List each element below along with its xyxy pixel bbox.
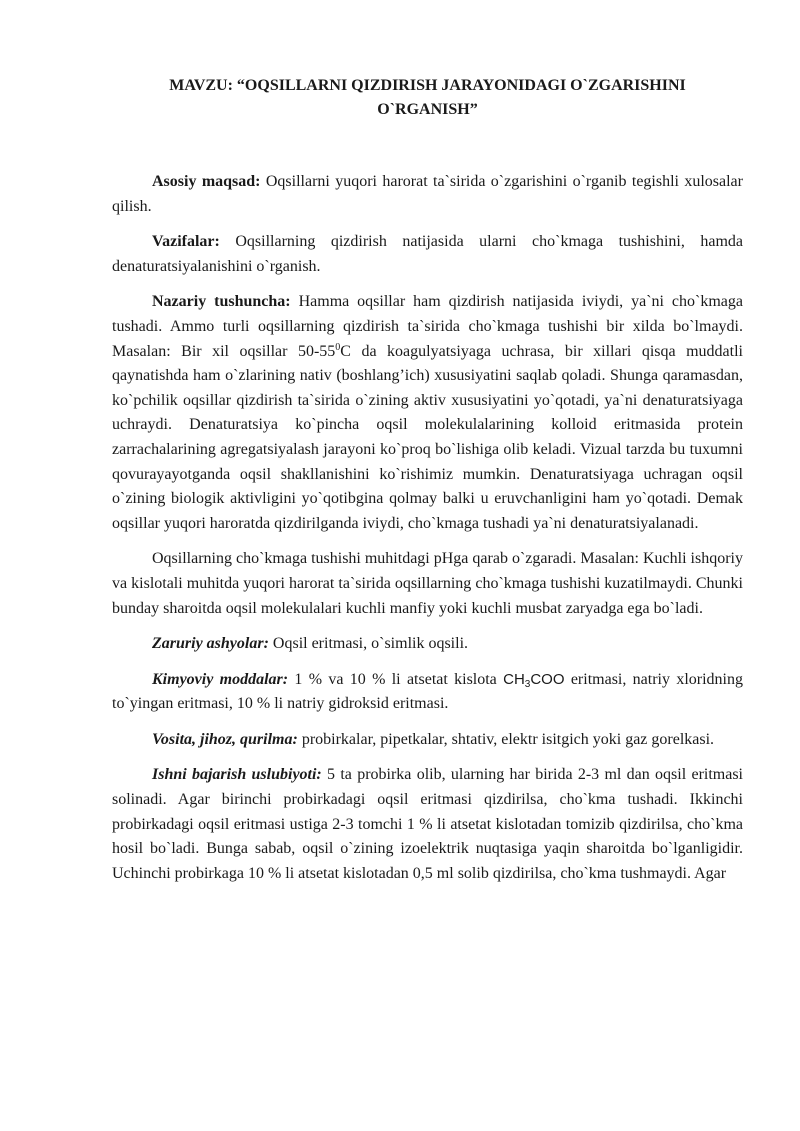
theory-label: Nazariy tushuncha: xyxy=(152,293,291,311)
main-goal-label: Asosiy maqsad: xyxy=(152,173,261,190)
tasks-text: Oqsillarning qizdirish natijasida ularni cho`kmaga tushishini, hamda denaturatsiyalanishini o`rganish. xyxy=(112,233,743,275)
chemicals-text-a: 1 % va 10 % li atsetat kislota xyxy=(288,670,504,688)
tasks-label: Vazifalar: xyxy=(152,233,220,251)
main-goal-text: Oqsillarni yuqori harorat ta`sirida o`zgarishini o`rganib tegishli xulosalar qilish. xyxy=(112,173,743,215)
ph-text: Oqsillarning cho`kmaga tushishi muhitdagi pHga qarab o`zgaradi. Masalan: Kuchli ishqoriy va kislotali muhitda yuqori harorat ta`sirida oqsillarning cho`kmaga tushishi kuzatilmaydi. Chunki bunday sharoitda oqsil molekulalari kuchli manfiy yoki kuchli musbat zaryadga ega bo`ladi. xyxy=(112,550,743,617)
formula-subscript: 3 xyxy=(524,678,531,690)
paragraph-tasks xyxy=(112,230,743,279)
paragraph-procedure xyxy=(112,763,743,886)
procedure-text: 5 ta probirka olib, ularning har birida 2-3 ml dan oqsil eritmasi solinadi. Agar birinchi probirkadagi oqsil eritmasi qizdirilsa, cho`kma tushadi. Ikkinchi probirkadagi oqsil eritmasi ustiga 2-3 tomchi 1 % li atsetat kislotadan tomizib qizdirilsa, cho`kma hosil bo`ladi. Bunga sabab, oqsil o`zining izoelektrik nuqtasiga yaqin sharoitda bo`lganligidir. Uchinchi probirkaga 10 % li atsetat kislotadan 0,5 ml solib qizdirilsa, cho`kma tushmaydi. Agar xyxy=(112,766,744,882)
formula-part-b: COO xyxy=(530,670,565,688)
equipment-label: Vosita, jihoz, qurilma: xyxy=(152,730,298,748)
chemical-formula xyxy=(503,671,564,688)
formula-part-a: CH xyxy=(503,670,525,688)
theory-text-b: C da koagulyatsiyaga uchrasa, bir xillari qisqa muddatli qaynatishda ham o`zlarining nativ (boshlang’ich) xususiyatini saqlab qoladi. Shunga qaramasdan, ko`pchilik oqsillar qizdirish ta`sirida o`zining aktiv xususiyatini yo`qotadi, ya`ni denaturatsiyaga uchraydi. Denaturatsiya ko`pincha oqsil molekulalarining kolloid eritmasida protein zarrachalarining agregatsiyalash jarayoni ko`proq bo`lishiga olib keladi. Vizual tarzda bu tuxumni qovurayayotganda oqsil shakllanishini ko`rishimiz mumkin. Denaturatsiyaga uchragan oqsil o`zining biologik aktivligini yo`qotibgina qolmay balki u eruvchanligini ham yo`qotadi. Demak oqsillar yuqori haroratda qizdirilganda iviydi, cho`kmaga tushadi ya`ni denaturatsiyalanadi. xyxy=(112,342,743,532)
chemicals-text-b: eritmasi, natriy xloridning to`yingan eritmasi, 10 % li natriy gidroksid eritmasi. xyxy=(112,670,743,713)
equipment-text: probirkalar, pipetkalar, shtativ, elektr isitgich yoki gaz gorelkasi. xyxy=(297,730,715,748)
procedure-label: Ishni bajarish uslubiyoti: xyxy=(152,766,322,784)
paragraph-main-goal xyxy=(112,170,743,219)
title-line-1: MAVZU: “OQSILLARNI QIZDIRISH JARAYONIDAGI O`ZGARISHINI xyxy=(169,77,686,94)
paragraph-equipment xyxy=(112,728,743,753)
theory-text-a: Hamma oqsillar ham qizdirish natijasida iviydi, ya`ni cho`kmaga tushadi. Ammo turli oqsillarning qizdirish ta`sirida cho`kmaga tushishi bir xilda bo`lmaydi. Masalan: Bir xil oqsillar 50-55 xyxy=(112,293,744,360)
paragraph-theory xyxy=(112,290,743,536)
materials-label: Zaruriy ashyolar: xyxy=(152,635,269,653)
paragraph-ph xyxy=(112,547,743,621)
title-line-2: O`RGANISH” xyxy=(377,101,478,118)
materials-text: Oqsil eritmasi, o`simlik oqsili. xyxy=(268,635,469,653)
document-title xyxy=(112,74,743,122)
chemicals-label: Kimyoviy moddalar: xyxy=(152,670,289,688)
paragraph-materials xyxy=(112,632,743,657)
paragraph-chemicals xyxy=(112,668,743,717)
degree-superscript: 0 xyxy=(335,341,341,353)
